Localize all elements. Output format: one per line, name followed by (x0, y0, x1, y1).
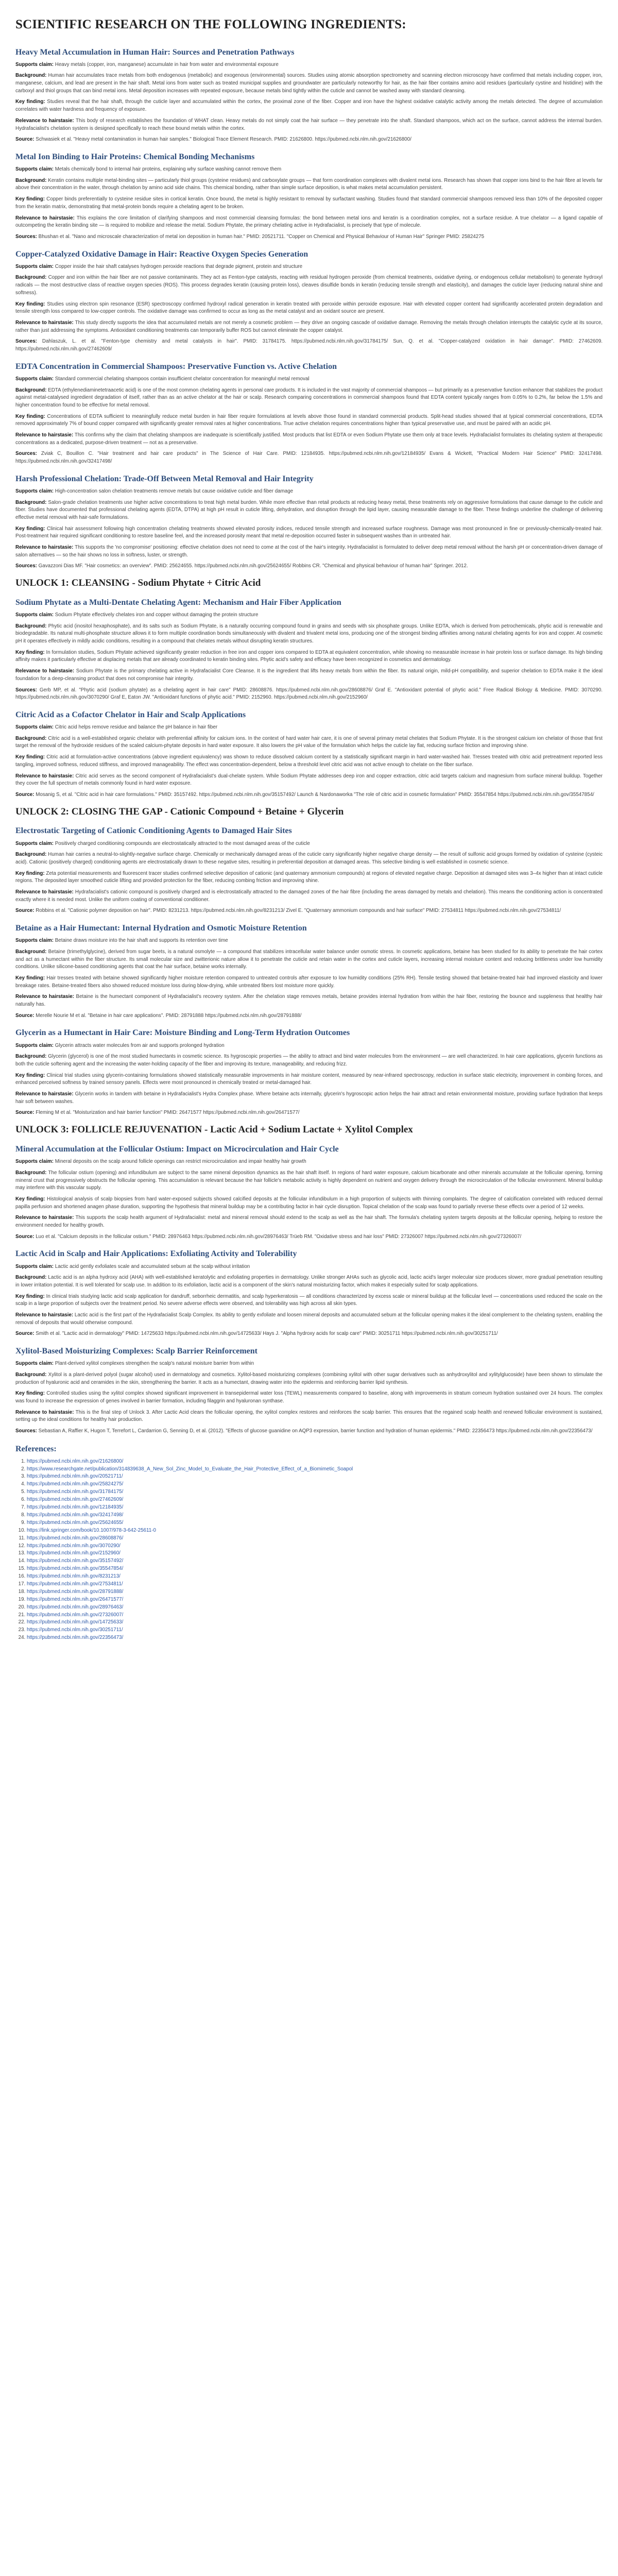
research-section (15, 598, 603, 702)
reference-link[interactable]: https://pubmed.ncbi.nlm.nih.gov/30251711/ (27, 1627, 123, 1633)
section-supports: Supports claim: Heavy metals (copper, iron, manganese) accumulate in hair from water and environmental exposure (15, 61, 279, 67)
reference-item (27, 1466, 603, 1473)
section-background: Background: Phytic acid (inositol hexaphosphate), and its salts such as Sodium Phytate, is a naturally occurring compound found in grains and seeds with six phosphate groups. Unlike EDTA, which is derived from petrochemicals, phytic acid is renewable and biodegradable. Its natural multi-phosphate structure allows it to form multiple coordination bonds simultaneously with divalent and trivalent metal ions, producing one of the strongest binding affinities among natural chelating agents for iron and copper. At cosmetic pH it operates effectively in mildly acidic conditions, resulting in a compound that chelates metals without disrupting keratin structures. (15, 623, 603, 645)
section-supports: Supports claim: Plant-derived xylitol complexes strengthen the scalp's natural moisture barrier from within (15, 1361, 254, 1367)
reference-item (27, 1543, 603, 1550)
section-finding: Key finding: Hair tresses treated with betaine showed significantly higher moisture retention compared to untreated controls after exposure to low humidity conditions (25% RH). Tensile testing showed that betaine-treated hair had improved elasticity and lower breakage rates. Betaine-treated fibers also showed reduced moisture loss during blow-drying, while untreated fibers lost moisture more quickly. (15, 975, 603, 989)
section-relevance: Relevance to hairstasie: Hydrafacialist's cationic compound is positively charged and is electrostatically attracted to the damaged zones of the hair fibre (including the areas damaged by metals and chelation). This means the conditioning action is concentrated exactly where it is needed most. Unlike the uniform coating of conventional conditioner. (15, 889, 603, 903)
section-heading: Mineral Accumulation at the Follicular Ostium: Impact on Microcirculation and Hair Cycle (15, 1144, 339, 1154)
section-sources[interactable]: Source: Schwasiek et al. "Heavy metal contamination in human hair samples." Biological Trace Element Research. PMID: 21626800. https://pubmed.ncbi.nlm.nih.gov/21626800/ (15, 137, 411, 143)
section-heading: Sodium Phytate as a Multi-Dentate Chelating Agent: Mechanism and Hair Fiber Application (15, 598, 341, 607)
section-background: Background: The follicular ostium (opening) and infundibulum are subject to the same mineral deposition dynamics as the hair shaft itself. In regions of hard water exposure, calcium bicarbonate and other minerals accumulate at the follicular opening, forming mineral crust that progressively obstructs the follicular opening. This accumulation is relevant because the hair follicle's metabolic activity is highly dependent on nutrient and oxygen delivery through the microcirculation of the follicular environment. Mineral buildup may interfere with this vascular supply. (15, 1170, 603, 1191)
reference-item (27, 1512, 603, 1519)
section-heading: Electrostatic Targeting of Cationic Conditioning Agents to Damaged Hair Sites (15, 826, 292, 836)
reference-link[interactable]: https://pubmed.ncbi.nlm.nih.gov/12184935/ (27, 1504, 124, 1511)
references-title: References: (15, 1444, 57, 1453)
section-sources[interactable]: Source: Smith et al. "Lactic acid in dermatology" PMID: 14725633 https://pubmed.ncbi.nlm.nih.gov/14725633/ Hays J. "Alpha hydroxy acids for scalp care" PMID: 30251711 https://pubmed.ncbi.nlm.nih.gov/30251711/ (15, 1331, 498, 1337)
section-heading: EDTA Concentration in Commercial Shampoos: Preservative Function vs. Active Chelation (15, 362, 337, 371)
section-background: Background: Lactic acid is an alpha hydroxy acid (AHA) with well-established keratolytic and exfoliating properties in dermatology. Unlike stronger AHAs such as glycolic acid, lactic acid's larger molecular size produces slower, more gradual penetration resulting in lower irritation potential. It is well tolerated for scalp use. In addition to its exfoliation, lactic acid is a component of the skin's natural moisturizing factor, which makes it especially suited for scalp applications. (15, 1275, 603, 1288)
section-finding: Key finding: Citric acid at formulation-active concentrations (above ingredient equivalency) was shown to reduce dissolved calcium content by a statistically significant margin in hard water-washed hair. Tresses treated with citric acid pretreatment reported less tangling, improved softness, reduced stiffness, and improved manageability. The effect was concentration-dependent, below a threshold level citric acid was not active enough to chelate on the fiber surface. (15, 754, 603, 768)
reference-item (27, 1604, 603, 1612)
section-background: Background: Human hair carries a neutral-to-slightly-negative surface charge. Chemically or mechanically damaged areas of the cuticle carry significantly higher negative charge density — the result of sulfonic acid groups formed by oxidation of cysteine (cysteic acid). Cationic (positively charged) conditioning agents are electrostatically drawn to these negative sites, resulting in preferential deposition at damaged areas. This selective binding is well established in cosmetic science. (15, 852, 603, 865)
reference-item (27, 1481, 603, 1488)
section-sources[interactable]: Source: Merelle Nourie M et al. "Betaine in hair care applications". PMID: 28791888 https://pubmed.ncbi.nlm.nih.gov/28791888/ (15, 1012, 302, 1019)
section-sources[interactable]: Sources: Gerb MP, et al. "Phytic acid (sodium phytate) as a chelating agent in hair care" PMID: 28608876. https://pubmed.ncbi.nlm.nih.gov/28608876/ Graf E. "Antioxidant potential of phytic acid." Free Radical Biology & Medicine. PMID: 3070290. https://pubmed.ncbi.nlm.nih.gov/3070290/ Graf E, Eaton JW. "Antioxidant functions of phytic acid." PMID: 2152960. https://pubmed.ncbi.nlm.nih.gov/2152960/ (15, 687, 603, 701)
section-background: Background: Keratin contains multiple metal-binding sites — particularly thiol groups (cysteine residues) and carboxylate groups — that form coordination complexes with divalent metal ions. Research has shown that copper ions bind to the hair fibre at levels far above their concentration in the water, through chelation by amino acid side chains. This chemical bonding, rather than simple surface deposition, is what makes metal accumulation persistent. (15, 177, 603, 191)
reference-link[interactable]: https://pubmed.ncbi.nlm.nih.gov/27462609/ (27, 1497, 124, 1503)
section-heading: Copper-Catalyzed Oxidative Damage in Hair: Reactive Oxygen Species Generation (15, 249, 308, 259)
reference-item (27, 1496, 603, 1504)
section-supports: Supports claim: Copper inside the hair shaft catalyses hydrogen peroxide reactions that degrade pigment, protein and structure (15, 263, 303, 269)
unlock-heading: UNLOCK 1: CLEANSING - Sodium Phytate + Citric Acid (15, 578, 261, 589)
reference-item (27, 1573, 603, 1581)
reference-link[interactable]: https://pubmed.ncbi.nlm.nih.gov/22356473/ (27, 1635, 124, 1641)
reference-link[interactable]: https://pubmed.ncbi.nlm.nih.gov/25824275/ (27, 1481, 124, 1487)
section-sources[interactable]: Sources: Sebastian A, Raffier K, Hugon T, Terrefort L, Cardarrion G, Senning D, et al. (2012). "Effects of glucose guanidine on AQP3 expression, barrier function and hydration of human epidermis." PMID: 22356473 https://pubmed.ncbi.nlm.nih.gov/22356473/ (15, 1428, 593, 1434)
references-list (15, 1458, 603, 1642)
page-title: SCIENTIFIC RESEARCH ON THE FOLLOWING INGREDIENTS: (15, 18, 406, 31)
reference-link[interactable]: https://pubmed.ncbi.nlm.nih.gov/21626800/ (27, 1458, 124, 1464)
reference-item (27, 1527, 603, 1535)
reference-item (27, 1634, 603, 1642)
section-sources[interactable]: Source: Mosanig S, et al. "Citric acid in hair care formulations." PMID: 35157492. https://pubmed.ncbi.nlm.nih.gov/35157492/ Launch & Nardonaworka "The role of citric acid in cosmetic formulation" PMID: 35547854 https://pubmed.ncbi.nlm.nih.gov/35547854/ (15, 791, 594, 798)
research-section (15, 1346, 603, 1435)
research-section (15, 47, 603, 144)
reference-item (27, 1557, 603, 1565)
unlock-heading: UNLOCK 3: FOLLICLE REJUVENATION - Lactic Acid + Sodium Lactate + Xylitol Complex (15, 1124, 413, 1136)
reference-link[interactable]: https://pubmed.ncbi.nlm.nih.gov/8231213/ (27, 1573, 121, 1580)
section-relevance: Relevance to hairstasie: This body of research establishes the foundation of WHAT clean. Heavy metals do not simply coat the hair surface — they penetrate into the shaft. Standard shampoos, which act on the surface, cannot address the internal burden. Hydrafacialist's chelation system is designed specifically to reach these bound metals within the cortex. (15, 117, 603, 131)
reference-link[interactable]: https://pubmed.ncbi.nlm.nih.gov/35547854/ (27, 1566, 124, 1572)
reference-link[interactable]: https://pubmed.ncbi.nlm.nih.gov/32417498/ (27, 1512, 124, 1518)
section-background: Background: Copper and iron within the hair fiber are not passive contaminants. They act as Fenton-type catalysts, reacting with residual hydrogen peroxide (from chemical treatments, oxidative dyeing, or endogenous cellular metabolism) to generate hydroxyl radicals — the most destructive class of reactive oxygen species (ROS). This process degrades keratin (causing protein loss), cleaves disulfide bonds in keratin (reducing tensile strength and elasticity), and damages the cuticle layer (reducing natural shine and softness). (15, 275, 603, 296)
reference-link[interactable]: https://pubmed.ncbi.nlm.nih.gov/35157492/ (27, 1558, 124, 1564)
research-section (15, 1028, 603, 1117)
section-relevance: Relevance to hairstasie: This is the final step of Unlock 3. After Lactic Acid clears the follicular opening, the xylitol complex restores and reinforces the scalp barrier. This ensures that the regained scalp health and renewed follicular environment is sustained, setting up the ideal conditions for healthy hair production. (15, 1409, 603, 1423)
section-sources[interactable]: Source: Luo et al. "Calcium deposits in the follicular ostium." PMID: 28976463 https://pubmed.ncbi.nlm.nih.gov/28976463/ Trüeb RM. "Oxidative stress and hair loss" PMID: 27326007 https://pubmed.ncbi.nlm.nih.gov/27326007/ (15, 1233, 522, 1240)
reference-item (27, 1550, 603, 1557)
reference-item (27, 1535, 603, 1543)
reference-item (27, 1473, 603, 1481)
reference-item (27, 1581, 603, 1588)
section-finding: Key finding: Zeta potential measurements and fluorescent tracer studies confirmed selective deposition of cationic (and quaternary ammonium compounds) at regions of elevated negative charge. Deposition at damaged sites was 3–4x higher than at intact cuticle regions. The deposited layer smoothed cuticle lifting and provided protection for the fiber, reducing combing friction and improving shine. (15, 870, 603, 884)
section-finding: Key finding: Concentrations of EDTA sufficient to meaningfully reduce metal burden in hair fiber require formulations at levels above those found in standard commercial products. Split-head studies showed that at typical commercial concentrations, EDTA removed approximately 7% of bound copper compared with significantly greater removal rates at higher concentrations. True active chelation requires concentrations higher than typical preservative use, and must be paired with an acidic pH. (15, 413, 603, 427)
reference-link[interactable]: https://pubmed.ncbi.nlm.nih.gov/2152960/ (27, 1550, 121, 1556)
section-finding: Key finding: Histological analysis of scalp biopsies from hard water-exposed subjects showed calcified deposits at the follicular infundibulum in a high proportion of subjects with thinning complaints. The degree of calcification correlated with reduced dermal papilla perfusion and shortened anagen phase duration, supporting the hypothesis that mineral buildup may be a contributing factor in hair cycle disruption. Topical chelation of the scalp was found to partially reverse these effects over a period of 12 weeks. (15, 1196, 603, 1210)
reference-item (27, 1565, 603, 1573)
reference-item (27, 1519, 603, 1527)
research-section (15, 1249, 603, 1338)
section-sources[interactable]: Source: Fleming M et al. "Moisturization and hair barrier function" PMID: 26471577 https://pubmed.ncbi.nlm.nih.gov/26471577/ (15, 1110, 300, 1116)
section-background: Background: Betaine (trimethylglycine), derived from sugar beets, is a natural osmolyte — a compound that stabilizes intracellular water balance under osmotic stress. In cosmetic applications, betaine has been studied for its ability to penetrate the hair cortex and act as a humectant within the fiber structure. Its small molecular size and zwitterionic nature allow it to penetrate the cuticle and retain water in the cortex and cuticle layers, increasing internal moisture content and reducing brittleness under low humidity conditions. Unlike silicone-based conditioning agents that coat the hair surface, betaine works internally. (15, 948, 603, 970)
reference-link[interactable]: https://pubmed.ncbi.nlm.nih.gov/28791888/ (27, 1588, 124, 1595)
section-heading: Metal Ion Binding to Hair Proteins: Chemical Bonding Mechanisms (15, 152, 255, 161)
section-relevance: Relevance to hairstasie: This supports the 'no compromise' positioning: effective chelation does not need to come at the cost of the hair's integrity. Hydrafacialist is formulated to deliver deep metal removal without the harsh pH or concentration-driven damage of salon alternatives — so the hair shows no loss in softness, luster, or strength. (15, 545, 603, 558)
reference-item (27, 1488, 603, 1496)
section-relevance: Relevance to hairstasie: Citric acid serves as the second component of Hydrafacialist's dual-chelate system. While Sodium Phytate addresses deep iron and copper extraction, citric acid targets calcium and magnesium from surface mineral buildup. Together they cover the full spectrum of metals commonly found in hard water exposure. (15, 773, 603, 787)
section-supports: Supports claim: Mineral deposits on the scalp around follicle openings can restrict microcirculation and impair healthy hair growth (15, 1159, 306, 1165)
reference-item (27, 1588, 603, 1596)
section-relevance: Relevance to hairstasie: Glycerin works in tandem with betaine in Hydrafacialist's Hydra Complex phase. Where betaine acts internally, glycerin's hygroscopic action helps the hair attract and retain environmental moisture, providing surface hydration that keeps hair soft between washes. (15, 1091, 603, 1105)
section-relevance: Relevance to hairstasie: Sodium Phytate is the primary chelating active in Hydrafacialist Core Cleanse. It is the ingredient that lifts heavy metals from within the fiber. Its natural origin, mild-pH compatibility, and superior chelation to EDTA make it the ideal foundation for a deep-cleansing product that does not compromise hair integrity. (15, 668, 603, 682)
section-supports: Supports claim: Metals chemically bond to internal hair proteins, explaining why surface washing cannot remove them (15, 166, 282, 173)
reference-item (27, 1626, 603, 1634)
reference-link[interactable]: https://pubmed.ncbi.nlm.nih.gov/25624655/ (27, 1519, 124, 1526)
research-section (15, 474, 603, 570)
section-heading: Betaine as a Hair Humectant: Internal Hydration and Osmotic Moisture Retention (15, 924, 307, 933)
research-section (15, 923, 603, 1020)
section-background: Background: Human hair accumulates trace metals from both endogenous (metabolic) and exogenous (environmental) sources. Studies using atomic absorption spectrometry and scanning electron microscopy have confirmed that metals including copper, iron, manganese, calcium, and lead are present in the hair shaft. Metal ions from water such as treated municipal supplies and groundwater are particularly noteworthy for hair, as the hair fiber contains amino acid residues (particularly cystine and histidine) with the carboxyl and thiol groups that can bind metal ions. Metal deposition increases with repeated exposure, because metals bind tightly within the cuticle and cannot be washed away with standard cleansing. (15, 73, 603, 94)
section-finding: Key finding: Clinical hair assessment following high concentration chelating treatments showed elevated porosity indices, reduced tensile strength and increased surface roughness. Damage was most pronounced in fine or previously-chemically-treated hair. Post-treatment hair required significant conditioning to restore baseline feel, and the increased porosity meant that metal re-deposition occurred faster in subsequent washes than in untreated hair. (15, 526, 603, 539)
section-sources[interactable]: Sources: Dahlaszuk, L. et al. "Fenton-type chemistry and metal catalysts in hair". PMID: 31784175. https://pubmed.ncbi.nlm.nih.gov/31784175/ Sun, Q. et al. "Copper-catalyzed oxidation in hair damage". PMID: 27462609. https://pubmed.ncbi.nlm.nih.gov/27462609/ (15, 338, 603, 352)
section-sources[interactable]: Sources: Gavazzoni Dias MF. "Hair cosmetics: an overview". PMID: 25624655. https://pubmed.ncbi.nlm.nih.gov/25624655/ Robbins CR. "Chemical and physical behaviour of human hair" Springer. 2012. (15, 563, 468, 569)
reference-link[interactable]: https://pubmed.ncbi.nlm.nih.gov/31784175/ (27, 1489, 124, 1495)
section-heading: Lactic Acid in Scalp and Hair Applications: Exfoliating Activity and Tolerability (15, 1249, 297, 1259)
section-supports: Supports claim: High-concentration salon chelation treatments remove metals but cause oxidative cuticle and fiber damage (15, 488, 294, 494)
section-heading: Xylitol-Based Moisturizing Complexes: Scalp Barrier Reinforcement (15, 1347, 258, 1356)
section-background: Background: EDTA (ethylenediaminetetraacetic acid) is one of the most common chelating agents in personal care products. It is included in the vast majority of commercial shampoos — but primarily as a preservative function enhancer that stabilizes the product against metal-catalysed ingredient degradation of itself, rather than as an active chelator at the hair or scalp. Research comparing concentrations in commercial shampoos found that EDTA content typically ranges from 0.05% to 0.2%, far below the 1.5% and higher concentration found to be effective for metal removal. (15, 387, 603, 408)
section-heading: Citric Acid as a Cofactor Chelator in Hair and Scalp Applications (15, 710, 246, 719)
reference-link[interactable]: https://pubmed.ncbi.nlm.nih.gov/20521711/ (27, 1473, 123, 1480)
research-section (15, 152, 603, 241)
section-finding: Key finding: Copper binds preferentially to cysteine residue sites in cortical keratin. Once bound, the metal is highly resistant to removal by surfactant washing. Studies found that standard commercial shampoos removed less than 10% of the deposited copper from the keratin matrix, demonstrating that metal-protein bonds require a chelating agent to be broken. (15, 196, 603, 210)
reference-item (27, 1612, 603, 1619)
research-section (15, 1144, 603, 1241)
section-background: Background: Glycerin (glycerol) is one of the most studied humectants in cosmetic science. Its hygroscopic properties — the ability to attract and bind water molecules from the environment — are well characterized. In hair care applications, glycerin functions as both the cuticle softening agent and the increasing the water-holding capacity of the fiber and improving its texture, manageability, and reducing frizz. (15, 1054, 603, 1067)
section-supports: Supports claim: Glycerin attracts water molecules from air and supports prolonged hydration (15, 1042, 225, 1048)
reference-item (27, 1458, 603, 1466)
section-supports: Supports claim: Sodium Phytate effectively chelates iron and copper without damaging the protein structure (15, 612, 259, 618)
reference-link[interactable]: https://pubmed.ncbi.nlm.nih.gov/27534811/ (27, 1581, 123, 1587)
section-finding: Key finding: Clinical trial studies using glycerin-containing formulations showed statistically measurable improvements in hair moisture content, measured by near-infrared spectroscopy, reduction in surface static electricity, improvement in combing forces, and enhanced perceived softness by trained sensory panels. Effects were most pronounced in chemically treated or metal-damaged hair. (15, 1072, 603, 1086)
section-finding: Key finding: Controlled studies using the xylitol complex showed significant improvement in transepidermal water loss (TEWL) measurements compared to baseline, along with improvements in stratum corneum hydration sustained over 24 hours. The complex was found to increase the expression of genes involved in barrier formation, including filaggrin and hyaluronan synthase. (15, 1391, 603, 1404)
research-section (15, 249, 603, 353)
reference-item (27, 1596, 603, 1604)
section-supports: Supports claim: Lactic acid gently exfoliates scale and accumulated sebum at the scalp without irritation (15, 1263, 250, 1269)
section-background: Background: Citric acid is a well-established organic chelator with preferential affinity for calcium ions. In the context of hard water hair care, it is one of several primary metal chelates that Sodium Phytate. It is the strongest calcium ion chelator of those that first target the removal of the hydroxide residues of the scaled calcium-phytate deposits in hard water exposure. It also lowers the pH value of the formulation which helps the cuticle lay flat, reducing surface friction and improving shine. (15, 735, 603, 749)
section-relevance: Relevance to hairstasie: This study directly supports the idea that accumulated metals are not merely a cosmetic problem — they drive an ongoing cascade of oxidative damage. Removing the metals through chelation interrupts the catalytic cycle at its source, rather than just addressing the symptoms. Antioxidant conditioning treatments can temporarily buffer ROS but cannot eliminate the copper catalyst. (15, 319, 603, 333)
reference-link[interactable]: https://pubmed.ncbi.nlm.nih.gov/14725633/ (27, 1619, 124, 1625)
section-background: Background: Salon-grade chelation treatments use higher active concentrations to treat high metal burden. While more effective than retail products at reducing heavy metal, these treatments rely on aggressive formulations that cause damage to the cuticle and fiber. Studies have documented that professional chelating agents (EDTA, DTPA) at high pH result in cuticle lifting, dehydration, and disruption through the lipid layer, causing measurable damage to the fiber. These findings underline the challenge of delivering effective metal removal with hair-safe formulations. (15, 499, 603, 520)
research-section (15, 362, 603, 466)
section-finding: Key finding: In formulation studies, Sodium Phytate achieved significantly greater reduction in free iron and copper ions compared to EDTA at equivalent concentration, while showing no measurable increase in hair protein loss or surface damage. Its high binding affinity makes it particularly effective at displacing metals that are already coordinated to keratin binding sites. Phytic acid's safety and efficacy have been recognized in cosmetics and dermatology. (15, 649, 603, 663)
unlock-heading: UNLOCK 2: CLOSING THE GAP - Cationic Compound + Betaine + Glycerin (15, 806, 344, 817)
section-supports: Supports claim: Standard commercial chelating shampoos contain insufficient chelator concentration for meaningful metal removal (15, 376, 310, 382)
reference-link[interactable]: https://pubmed.ncbi.nlm.nih.gov/26471577/ (27, 1596, 124, 1602)
research-section (15, 826, 603, 915)
section-relevance: Relevance to hairstasie: This confirms why the claim that chelating shampoos are inadequate is scientifically justified. Most products that list EDTA or even Sodium Phytate use them only at trace levels. Hydrafacialist formulates its chelating system at therapeutic concentrations as a dedicated, purpose-driven treatment — not as a preservative. (15, 432, 603, 446)
section-supports: Supports claim: Positively charged conditioning compounds are electrostatically attracted to the most damaged areas of the cuticle (15, 840, 310, 846)
section-heading: Heavy Metal Accumulation in Human Hair: Sources and Penetration Pathways (15, 47, 295, 57)
section-relevance: Relevance to hairstasie: This supports the scalp health argument of Hydrafacialist: metal and mineral removal should extend to the scalp as well as the hair shaft. The formula's chelating system targets deposits at the follicular opening, helping to restore the environment needed for healthy growth. (15, 1215, 603, 1228)
reference-link[interactable]: https://www.researchgate.net/publication/314839638_A_New_Sol_Zinc_Model_to_Evaluate_the_Hair_Protective_Effect_of_a_Biomimetic_Soapol (27, 1466, 353, 1472)
section-relevance: Relevance to hairstasie: Betaine is the humectant component of Hydrafacialist's recovery system. After the chelation stage removes metals, betaine provides internal hydration from within the hair fiber, restoring the bounce and suppleness that healthy hair naturally has. (15, 994, 603, 1008)
reference-link[interactable]: https://pubmed.ncbi.nlm.nih.gov/28976463/ (27, 1604, 124, 1610)
section-finding: Key finding: Studies using electron spin resonance (ESR) spectroscopy confirmed hydroxyl radical generation in keratin treated with peroxide within peroxide exposure. Hair with elevated copper content had significantly accelerated protein degradation and tensile strength loss compared to low-copper controls. The oxidative damage was confirmed to occur as long as the metal catalyst and an oxidant source are present. (15, 301, 603, 315)
section-finding: Key finding: Studies reveal that the hair shaft, through the cuticle layer and accumulated within the cortex, the proximal zone of the fiber. Copper and iron have the highest oxidative catalytic activity among the metals detected. The degree of accumulation correlates with water hardness and frequency of exposure. (15, 99, 603, 113)
section-sources[interactable]: Source: Robbins et al. "Cationic polymer deposition on hair". PMID: 8231213. https://pubmed.ncbi.nlm.nih.gov/8231213/ Zivel E. "Quaternary ammonium compounds and hair surface" PMID: 27534811 https://pubmed.ncbi.nlm.nih.gov/27534811/ (15, 908, 561, 914)
document-body (15, 47, 603, 1435)
section-sources[interactable]: Sources: Bhushan et al. "Nano and microscale characterization of metal ion deposition in human hair." PMID: 20521711. "Copper on Chemical and Physical Behaviour of Human Hair" Springer PMID: 25824275 (15, 233, 485, 240)
research-section (15, 710, 603, 799)
section-background: Background: Xylitol is a plant-derived polyol (sugar alcohol) used in dermatology and cosmetics. Xylitol-based moisturizing complexes (combining xylitol with other sugar derivatives such as anhydroxylitol and xylitylglucoside) have been shown to stimulate the production of hyaluronic acid and ceramides in the skin, strengthening the barrier. It acts as a humectant, drawing water into the epidermis and reinforcing barrier lipid synthesis. (15, 1371, 603, 1385)
section-relevance: Relevance to hairstasie: This explains the core limitation of clarifying shampoos and most commercial cleansing formulas: the bond between metal ions and keratin is a coordination complex, not a surface residue. A true chelator — a ligand capable of outcompeting the keratin binding site — is required to mobilize and release the metal. Sodium Phytate, the primary chelating active in Hydrafacialist, is precisely that type of molecule. (15, 215, 603, 229)
reference-link[interactable]: https://pubmed.ncbi.nlm.nih.gov/27326007/ (27, 1612, 124, 1618)
section-heading: Harsh Professional Chelation: Trade-Off Between Metal Removal and Hair Integrity (15, 474, 314, 483)
section-heading: Glycerin as a Humectant in Hair Care: Moisture Binding and Long-Term Hydration Outcomes (15, 1028, 350, 1038)
reference-link[interactable]: https://pubmed.ncbi.nlm.nih.gov/28608876/ (27, 1535, 124, 1541)
section-supports: Supports claim: Betaine draws moisture into the hair shaft and supports its retention over time (15, 938, 228, 944)
reference-link[interactable]: https://pubmed.ncbi.nlm.nih.gov/3070290/ (27, 1543, 121, 1549)
section-sources[interactable]: Sources: Zviak C, Bouillon C. "Hair treatment and hair care products" in The Science of Hair Care. PMID: 12184935. https://pubmed.ncbi.nlm.nih.gov/12184935/ Evans & Wickett, "Practical Modern Hair Science" PMID: 32417498. https://pubmed.ncbi.nlm.nih.gov/32417498/ (15, 451, 603, 464)
section-supports: Supports claim: Citric acid helps remove residue and balance the pH balance in hair fiber (15, 724, 218, 731)
section-finding: Key finding: In clinical trials studying lactic acid scalp application for dandruff, seborrheic dermatitis, and scalp hyperkeratosis — all conditions characterized by excess scale or mineral buildup at the follicular level — concentrations used reduced the scale on the scalp in a large proportion of subjects over the treatment period. No severe adverse effects were observed, and tolerability was high across all skin types. (15, 1293, 603, 1307)
reference-link[interactable]: https://link.springer.com/book/10.1007/978-3-642-25611-0 (27, 1527, 156, 1533)
reference-item (27, 1504, 603, 1512)
section-relevance: Relevance to hairstasie: Lactic acid is the first part of the Hydrafacialist Scalp Complex. Its ability to gently exfoliate and loosen mineral deposits and accumulated sebum at the follicular opening makes it the ideal complement to the chelating system, enabling the removal of deposits that would otherwise compound. (15, 1312, 603, 1326)
reference-item (27, 1619, 603, 1626)
